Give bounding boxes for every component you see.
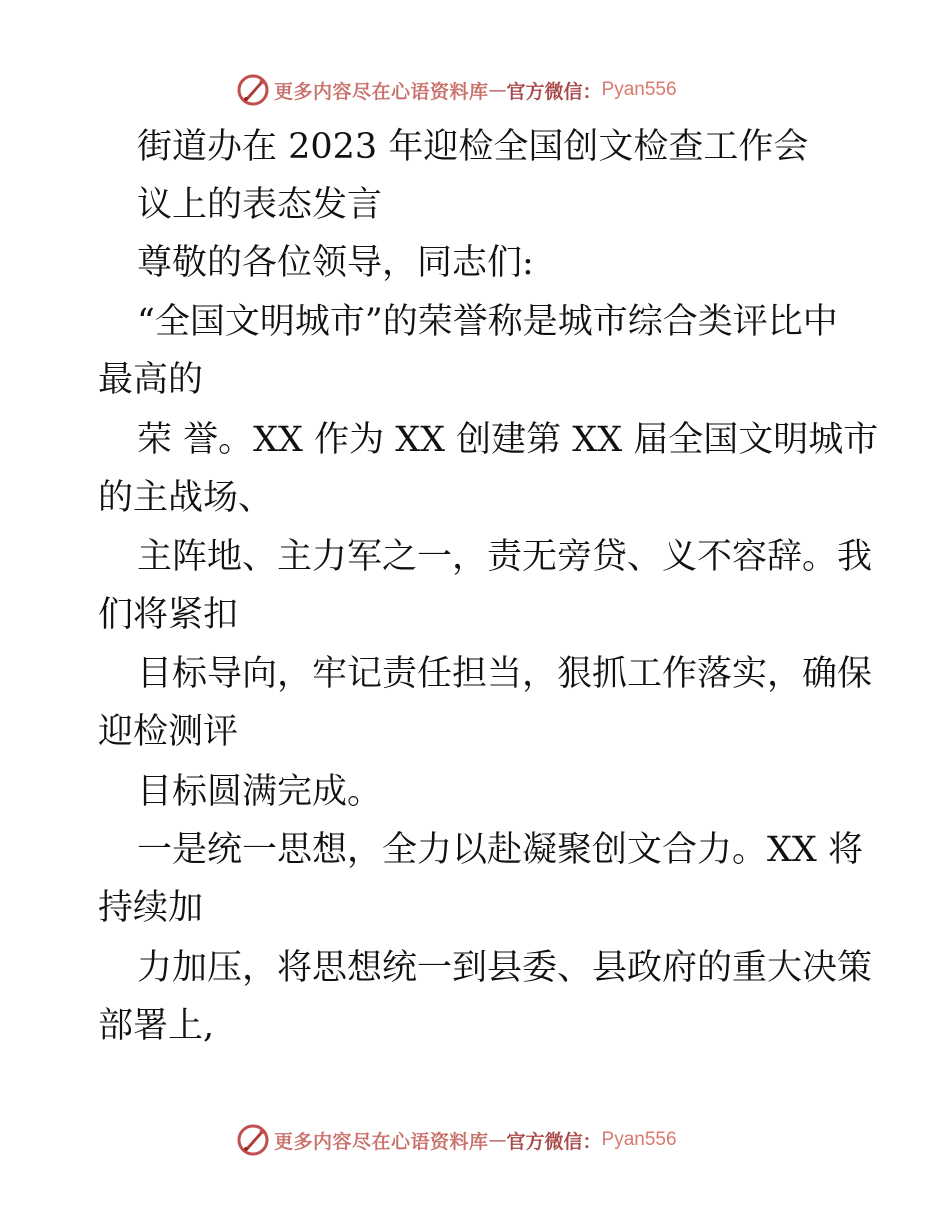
banner-text: 更多内容尽在心语资料库	[274, 1130, 489, 1153]
banner-wechat-id: Pyan556	[601, 79, 677, 100]
banner-separator: —	[488, 79, 507, 101]
quill-pen-logo-icon	[236, 73, 270, 107]
paragraph-line: 持续加	[98, 888, 204, 928]
banner-wechat-id: Pyan556	[601, 1129, 677, 1150]
paragraph-line: 的主战场、	[98, 478, 274, 518]
quill-pen-logo-icon	[236, 1123, 270, 1157]
paragraph-line: 荣 誉。XX 作为 XX 创建第 XX 届全国文明城市	[137, 420, 879, 460]
paragraph-line: 一是统一思想，全力以赴凝聚创文合力。XX 将	[137, 830, 863, 870]
document-title-line-2: 议上的表态发言	[137, 185, 383, 225]
paragraph-line: 部署上,	[98, 1006, 215, 1046]
header-banner	[236, 73, 677, 107]
paragraph-line: 迎检测评	[98, 712, 239, 752]
banner-text: 更多内容尽在心语资料库	[274, 80, 489, 103]
paragraph-line: 们将紧扣	[98, 595, 239, 635]
banner-separator: —	[488, 1129, 507, 1151]
paragraph-line: 力加压，将思想统一到县委、县政府的重大决策	[137, 948, 873, 988]
banner-label: 官方微信：	[506, 1130, 602, 1153]
paragraph-line: “全国文明城市”的荣誉称是城市综合类评比中	[137, 302, 838, 342]
salutation: 尊敬的各位领导，同志们:	[137, 243, 534, 283]
paragraph-line: 主阵地、主力军之一，责无旁贷、义不容辞。我	[137, 537, 873, 577]
paragraph-line: 目标导向，牢记责任担当，狠抓工作落实，确保	[137, 654, 873, 694]
paragraph-line: 目标圆满完成。	[137, 772, 383, 812]
banner-label: 官方微信：	[506, 80, 602, 103]
paragraph-line: 最高的	[98, 360, 204, 400]
document-title-line-1: 街道办在 2023 年迎检全国创文检查工作会	[137, 127, 809, 167]
footer-banner	[236, 1123, 677, 1157]
